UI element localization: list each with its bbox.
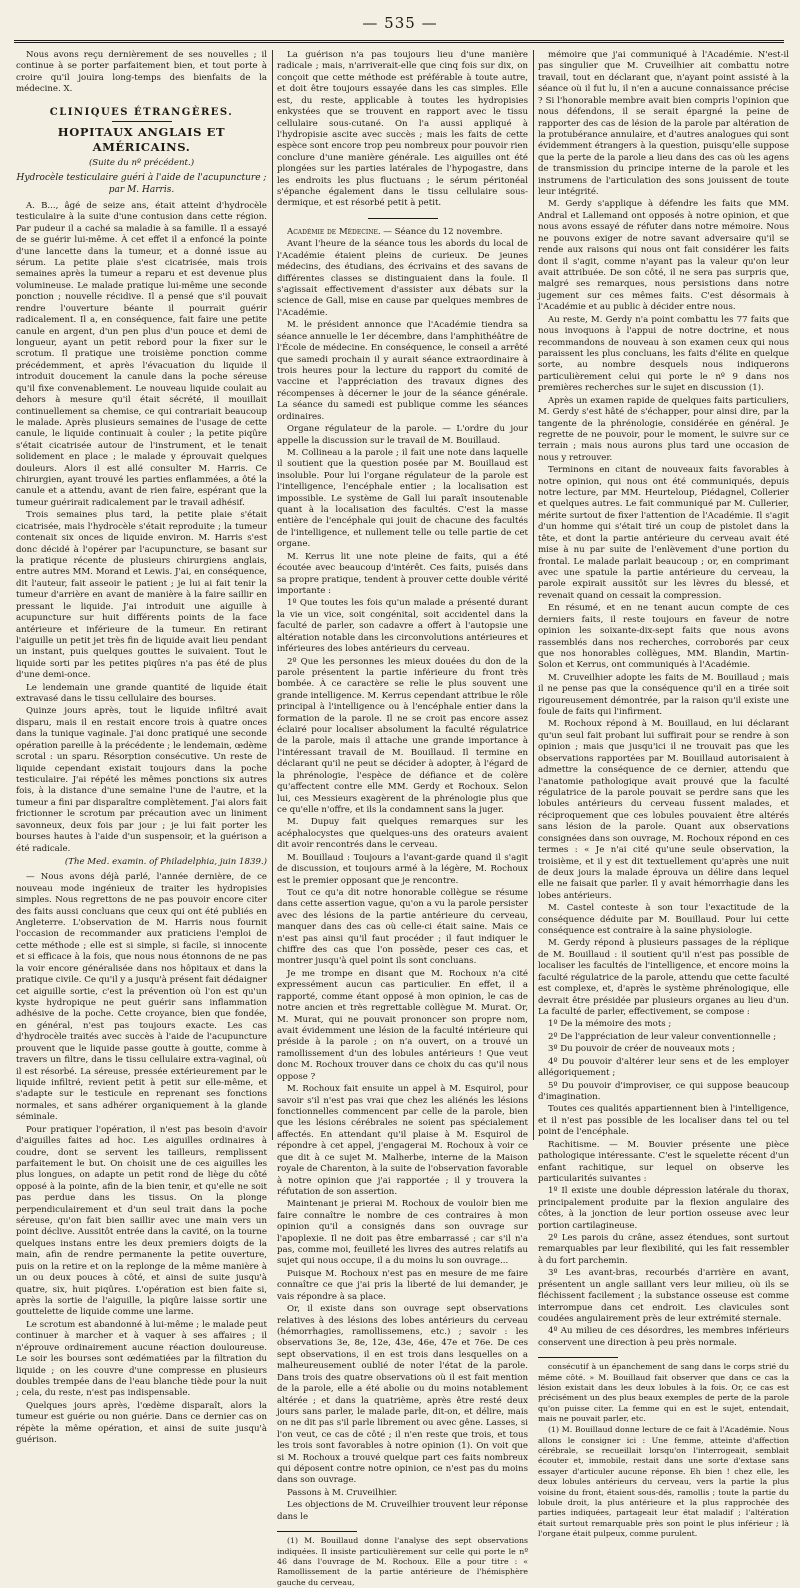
paragraph: 4º Au milieu de ces désordres, les membres inférieurs conservent une direction à peu près normale. <box>538 1326 789 1348</box>
paragraph: Quelques jours après, l'œdème disparaît, alors la tumeur est guérie ou non guérie. Dans ce dernier cas on répète la même opération, et ainsi de suite jusqu'à guérison. <box>16 1400 267 1446</box>
paragraph: 1º Il existe une double dépression latérale du thorax, principalement produite par la flexion angulaire des côtes, à la jonction de leur portion osseuse avec leur portion cartilagineuse. <box>538 1186 789 1231</box>
academy-heading <box>277 227 528 238</box>
paragraph: M. Bouillaud : Toujours a l'avant-garde quand il s'agit de discussion, et toujours armé à la légère, M. Rochoux est le premier opposant que je rencontre. <box>277 852 528 886</box>
article-title: Hydrocèle testiculaire guéri à l'aide de l'acupuncture ; par M. Harris. <box>16 172 267 195</box>
paragraph: M. Castel conteste à son tour l'exactitude de la conséquence déduite par M. Bouillaud. Pour lui cette conséquence est contraire à la saine physiologie. <box>538 903 789 937</box>
paragraph: Les objections de M. Cruveilhier trouvent leur réponse dans le <box>277 1500 528 1522</box>
citation: (The Med. examin. of Philadelphia, juin 1839.) <box>64 856 267 867</box>
footnote: consécutif à un épanchement de sang dans le corps strié du même côté. » M. Bouillaud fait observer que dans ce cas la lésion existait dans les deux lobules à la fois. Or, ce cas est précisément un des plus beaux exemples de perte de la parole qu'on puisse citer. La femme qui en est le sujet, entendait, mais ne pouvait parler, etc. <box>538 1362 789 1424</box>
paragraph: 2º Que les personnes les mieux douées du don de la parole présentent la partie inférieure du front très bombée. À ce caractère se relie le plus souvent une grande intelligence. M. Kerrus cependant attribue le rôle principal à l'intelligence ou à l'encéphale entier dans la formation de la parole. Il ne se croit pas encore assez éclairé pour localiser absolument la faculté régulatrice de la parole, mais il attache une grande importance à l'intéressant travail de M. Bouillaud. Il termine en déclarant qu'il ne peut se décider à adopter, à l'égard de la phrénologie, l'espèce de défiance et de colère qu'affectent contre elle MM. Gerdy et Rochoux. Selon lui, ces Messieurs exagèrent de la phrénologie plus que ce qu'elle n'offre, et ils la condamnent sans la juger. <box>277 656 528 815</box>
paragraph: mémoire que j'ai communiqué à l'Académie. N'est-il pas singulier que M. Cruveilhier ait combattu notre travail, tout en déclarant que, n'ayant point assisté à la séance où il fut lu, il n'en a aucune connaissance précise ? Si l'honorable membre avait bien compris l'opinion que nous défendons, il se serait épargné la peine de rapporter des cas de lésion de la parole par altération de la protubérance annulaire, et d'autres analogues qui sont évidemment étrangers à la question, puisqu'elle suppose que la perte de la parole a lieu dans des cas où les agens de transmission du principe interne de la parole et les instrumens de l'articulation des sons jouissent de toute leur intégrité. <box>538 50 790 198</box>
column-3 <box>538 50 790 1538</box>
paragraph: Toutes ces qualités appartiennent bien à l'intelligence, et il n'est pas possible de les localiser dans tel ou tel point de l'encéphale. <box>538 1104 789 1138</box>
paragraph: M. Collineau a la parole ; il fait une note dans laquelle il soutient que la question posée par M. Bouillaud est insoluble. Pour lui l'organe régulateur de la parole est l'intelligence, l'encéphale entier ; la localisation est impossible. Le système de Gall lui paraît insoutenable quant à la localisation des facultés. C'est la masse entière de l'encéphale qui jouit de chacune des facultés de l'intelligence, et nullement telle ou telle partie de cet organe. <box>277 447 528 550</box>
paragraph: 2º Les parois du crâne, assez étendues, sont surtout remarquables par leur flexibilité, qui les fait ressembler à du fort parchemin. <box>538 1233 789 1266</box>
paragraph: Or, il existe dans son ouvrage sept observations relatives à des lésions des lobes antérieurs du cerveau (hémorrhagies, ramollissemens, etc.) ; savoir : les observations 3e, 8e, 12e, 43e, 46e, 47e et 76e. De ces sept observations, il en est trois dans lesquelles on a malheureusement oublié de noter l'état de la parole. Dans trois des quatre observations où il est fait mention de la parole, elle a été abolie ou du moins notablement altérée ; et dans la quatrième, après être resté deux jours sans parler, le malade parle, dit-on, et délire, mais on ne dit pas s'il parle librement ou avec gêne. Lasses, si l'on veut, ce cas de côté ; il n'en reste que trois, et tous les trois sont favorables à notre opinion (1). On voit que si M. Rochoux a trouvé quelque part ces faits nombreux qui déposent contre notre opinion, ce n'est pas du moins dans son ouvrage. <box>277 1304 528 1486</box>
academy-name: Académie de Médecine. <box>287 226 381 237</box>
paragraph: A. B..., âgé de seize ans, était atteint d'hydrocèle testiculaire à la suite d'une contusion dans cette région. Par pudeur il a caché sa maladie à sa famille. Il a essayé de se guérir lui-même. À cet effet il a enfoncé la pointe d'une lancette dans la tumeur, et a donné issue au sérum. La petite plaie s'est cicatrisée, mais trois semaines après la tumeur a reparu et est devenue plus volumineuse. Le malade pratique lui-même une seconde ponction ; nouvelle récidive. Il a pensé que s'il pouvait rendre l'ouverture béante il pourrait guérir radicalement. Il a, en conséquence, fait faire une petite canule en argent, d'un pen plus d'un pouce et demi de longueur, ayant un petit rebord pour la fixer sur le scrotum. Il pratique une troisième ponction comme précédemment, et après l'évacuation du liquide il introduit doucement la canule dans la poche séreuse qu'il fixe convenablement. Le nouveau liquide coulait au dehors à mesure qu'il était sécrété, il mouillait continuellement sa chemise, ce qui contrariait beaucoup le malade. Après plusieurs semaines de l'usage de cette canule, le liquide continuait à couler ; la petite piqûre s'était cicatrisée autour de l'instrument, et le tenait solidement en place ; le malade y éprouvait quelques douleurs. Alors il est allé consulter M. Harris. Ce chirurgien, ayant trouvé les parties enflammées, a ôté la canule et a attendu, avant de rien faire, espérant que la tumeur guérirait radicalement par le travail adhésif. <box>16 200 267 508</box>
list-item: 5º Du pouvoir d'improviser, ce qui suppose beaucoup d'imagination. <box>538 1080 789 1102</box>
paragraph: M. Rochoux répond à M. Bouillaud, en lui déclarant qu'un seul fait probant lui suffirait pour se rendre à son opinion ; mais que jusqu'ici il ne trouvait pas que les observations rapportées par M. Bouillaud autorisaient à admettre la conséquence de ce dernier, attendu que l'anatomie pathologique avait prouvé que la faculté régulatrice de la parole pouvait se perdre sans que les lobules antérieurs du cerveau fussent malades, et réciproquement que ces lobules pouvaient être altérés sans lésion de la parole. Quant aux observations consignées dans son ouvrage, M. Rochoux répond en ces termes : « Je n'ai cité qu'une seule observation, la troisième, et il y est dit textuellement qu'après une nuit de deux jours la malade éprouva un délire dans lequel elle ne faisait que parler. Il y avait hémorrhagie dans les lobes antérieurs. <box>538 719 789 901</box>
list-item: 4º Du pouvoir d'altérer leur sens et de les employer allégoriquement ; <box>538 1056 789 1079</box>
paragraph: M. Gerdy répond à plusieurs passages de la réplique de M. Bouillaud : il soutient qu'il n'est pas possible de localiser les facultés de l'intelligence, et encore moins la faculté régulatrice de la parole, attendu que cette faculté est complexe, et, d'après le système phrénologique, elle devrait être présidée par plusieurs organes au lieu d'un. La faculté de parler, effectivement, se compose : <box>538 938 789 1018</box>
paragraph: M. Kerrus lit une note pleine de faits, qui a été écoutée avec beaucoup d'intérêt. Ces faits, puisés dans sa propre pratique, tendent à prouver cette double vérité importante : <box>277 551 528 596</box>
paragraph: Le lendemain une grande quantité de liquide était extravasé dans le tissu cellulaire des bourses. <box>16 682 267 705</box>
paragraph: M. Gerdy s'applique à défendre les faits que MM. Andral et Lallemand ont opposés à notre opinion, et que nous avons essayé de réfuter dans notre mémoire. Nous ne pouvons exiger de notre savant adversaire qu'il se rende aux raisons qui nous ont fait considérer les faits dont il s'agit, comme n'ayant pas la valeur qu'on leur avait attribuée. De son côté, il ne sera pas surpris que, malgré ses remarques, nous persistions dans notre jugement sur ces mêmes faits. C'est désormais à l'Académie et au public à décider entre nous. <box>538 199 789 313</box>
list-item: 3º Du pouvoir de créer de nouveaux mots ; <box>548 1044 736 1055</box>
paragraph: Avant l'heure de la séance tous les abords du local de l'Académie étaient pleins de curieux. De jeunes médecins, des étudians, des écrivains et des savans de différentes classes se distinguaient dans la foule. Il s'agissait effectivement d'assister aux débats sur la science de Gall, mise en cause par quelques membres de l'Académie. <box>277 239 528 318</box>
paragraph: Le scrotum est abandonné à lui-même ; le malade peut continuer à marcher et à vaquer à ses affaires ; il n'éprouve ordinairement aucune réaction douloureuse. Le soir les bourses sont œdématiées par la filtration du liquide ; on les couvre d'une compresse en plusieurs doubles trempée dans de l'eau blanche tiède pour la nuit ; cela, du reste, n'est pas indispensable. <box>16 1319 267 1399</box>
footnote-rule <box>538 1357 618 1358</box>
column-divider <box>533 50 534 1140</box>
paragraph: Trois semaines plus tard, la petite plaie s'était cicatrisée, mais l'hydrocèle s'était reproduite ; la tumeur contenait six onces de liquide environ. M. Harris s'est donc décidé à l'opérer par l'acupuncture, se basant sur la pratique récente de plusieurs chirurgiens anglais, entre autres MM. Morand et Lewis. J'ai, en conséquence, dit l'auteur, fait asseoir le patient ; je lui ai fait tenir la tumeur d'arrière en avant de manière à la faire saillir en pressant le liquide. J'ai introduit une aiguille à acupuncture sur huit différents points de la face antérieure et inférieure de la tumeur. En retirant l'aiguille un petit jet très fin de liquide avait lieu pendant un instant, puis quelques gouttes le suivaient. Tout le liquide sorti par les petites piqûres n'a pas été de plus d'une demi-once. <box>16 510 267 681</box>
paragraph: M. Dupuy fait quelques remarques sur les acéphalocystes que quelques-uns des orateurs avaient dit avoir rencontrés dans le cerveau. <box>277 817 528 851</box>
list-item: 2º De l'appréciation de leur valeur conventionnelle ; <box>548 1031 777 1042</box>
footnote: (1) M. Bouillaud donne l'analyse des sept observations indiquées. Il insiste particulièrement sur celle qui porte le nº 46 dans l'ouvrage de M. Rochoux. Elle a pour titre : « Ramollissement de la partie antérieure de l'hémisphère gauche du cerveau, <box>277 1536 528 1587</box>
list-item: 1º De la mémoire des mots ; <box>548 1019 672 1030</box>
paragraph: Tout ce qu'a dit notre honorable collègue se résume dans cette assertion vague, qu'on a vu la parole persister avec des lésions de la partie antérieure du cerveau, manquer dans des cas où celle-ci était saine. Mais ce n'est pas ainsi qu'il faut procéder ; il faut indiquer le chiffre des cas que l'on possède, peser ces cas, et montrer jusqu'à quel point ils sont concluans. <box>277 887 528 967</box>
paragraph: Au reste, M. Gerdy n'a point combattu les 77 faits que nous invoquons à l'appui de notre doctrine, et nous recommandons de nouveau à son examen ceux qui nous paraissent les plus concluans, les faits d'élite en quelque sorte, au nombre desquels nous indiquerons particulièrement celui qui porte le nº 9 dans nos premières recherches sur le sujet en discussion (1). <box>538 314 789 394</box>
paragraph: Rachitisme. — M. Bouvier présente une pièce pathologique intéressante. C'est le squelette récent d'un enfant rachitique, sur lequel on observe les particularités suivantes : <box>538 1139 789 1184</box>
header-rule <box>14 40 784 43</box>
paragraph: 3º Les avant-bras, recourbés d'arrière en avant, présentent un angle saillant vers leur milieu, où ils se fléchissent facilement ; la substance osseuse est comme interrompue dans cet endroit. Les clavicules sont coudées angulairement près de leur extrémité sternale. <box>538 1268 789 1324</box>
paragraph: Maintenant je prierai M. Rochoux de vouloir bien me faire connaître le nombre de ces contraires à mon opinion qu'il a consignés dans son ouvrage sur l'apoplexie. Il ne doit pas être embarrassé ; car s'il n'a pas, comme moi, feuilleté les livres des autres relatifs au sujet qui nous occupe, il a du moins lu son ouvrage... <box>277 1199 528 1267</box>
column-2 <box>277 50 528 1587</box>
paragraph: 1º Que toutes les fois qu'un malade a présenté durant la vie un vice, soit congénital, soit accidentel dans la faculté de parler, son cadavre a offert à l'autopsie une altération notable dans les circonvolutions antérieures et inférieures des lobes antérieurs du cerveau. <box>277 598 528 655</box>
footnote-rule <box>277 1531 357 1532</box>
paragraph: M. Rochoux fait ensuite un appel à M. Esquirol, pour savoir s'il n'est pas vrai que chez les aliénés les lésions fonctionnelles commencent par celle de la parole, bien que les lésions cérébrales ne soient pas spécialement affectés. En attendant qu'il plaise à M. Esquirol de répondre à cet appel, j'engagerai M. Rochoux à voir ce que dit à ce sujet M. Malherbe, interne de la Maison royale de Charenton, à la suite de l'observation favorable à notre opinion que j'ai rapportée ; il y trouvera la réfutation de son assertion. <box>277 1084 528 1197</box>
paragraph: Pour pratiquer l'opération, il n'est pas besoin d'avoir d'aiguilles faites ad hoc. Les aiguilles ordinaires à coudre, dont se servent les tailleurs, remplissent parfaitement le but. On choisit une de ces aiguilles les plus longues, on adapte un petit rond de liège du côté opposé à la pointe, afin de la bien tenir, et qu'elle ne soit pas perdue dans les tissus. On la plonge perpendiculairement et d'un seul trait dans la poche séreuse, qu'on fait bien saillir avec une main vers un point déclive. Aussitôt entrée dans la cavité, on la tourne quelques instans entre les deux premiers doigts de la main, afin de rendre permanente la petite ouverture, puis on la retire et on la replonge de la même manière à un ou deux pouces à côté, et ainsi de suite jusqu'à quatre, six, huit piqûres. L'opération est bien faite si, après la sortie de l'aiguille, la piqûre laisse sortir une gouttelette de liquide comme une larme. <box>16 1124 267 1318</box>
column-divider <box>272 50 273 1140</box>
section-title: HOPITAUX ANGLAIS ET AMÉRICAINS. <box>57 124 226 155</box>
paragraph: M. le président annonce que l'Académie tiendra sa séance annuelle le 1er décembre, dans l'amphithéâtre de l'École de médecine. En conséquence, le conseil a arrêté que samedi prochain il y aurait séance extraordinaire à trois heures pour la lecture du rapport du comité de vaccine et l'appréciation des travaux dignes des récompenses à décerner le jour de la séance générale. La séance du samedi est publique comme les séances ordinaires. <box>277 320 528 422</box>
paragraph: M. Cruveilhier adopte les faits de M. Bouillaud ; mais il ne pense pas que la conséquence qu'il en a tirée soit rigoureusement démontrée, par la raison qu'il existe une foule de faits qui l'infirment. <box>538 672 789 718</box>
paragraph: Organe régulateur de la parole. — L'ordre du jour appelle la discussion sur le travail de M. Bouillaud. <box>277 424 528 446</box>
section-subtitle: (Suite du nº précédent.) <box>88 157 195 168</box>
meeting-date: — Séance du 12 novembre. <box>383 226 503 237</box>
page-number: — 535 — <box>362 14 438 32</box>
paragraph: La guérison n'a pas toujours lieu d'une manière radicale ; mais, n'arriverait-elle que cinq fois sur dix, on conçoit que cette méthode est préférable à toute autre, et doit être toujours essayée dans les cas simples. Elle est, du reste, applicable à toutes les hydropisies enkystées que se trouvent en rapport avec le tissu cellulaire sous-cutané. On l'a aussi appliqué à l'hydropisie ascite avec succès ; mais les faits de cette espèce sont encore trop peu nombreux pour pouvoir rien conclure d'une manière générale. Les aiguilles ont été plongées sur les parties latérales de l'hypogastre, dans les endroits les plus fluctuans ; le sérum péritonéal s'épanche également dans le tissu cellulaire sous-dermique, et est résorbé petit à petit. <box>277 50 528 209</box>
paragraph: Passons à M. Cruveilhier. <box>287 1487 398 1498</box>
intro-paragraph: Nous avons reçu dernièrement de ses nouvelles ; il continue à se porter parfaitement bien, et tout porte à croire qu'il jouira long-temps des bienfaits de la médecine. X. <box>16 50 267 95</box>
divider <box>368 218 438 219</box>
paragraph: En résumé, et en ne tenant aucun compte de ces derniers faits, il reste toujours en faveur de notre opinion les soixante-dix-sept faits que nous avons rassemblés dans nos recherches, corroborés par ceux que nos honorables collègues, MM. Blandin, Martin-Solon et Kerrus, ont communiqués à l'Académie. <box>538 603 789 671</box>
footnote: (1) M. Bouillaud donne lecture de ce fait à l'Académie. Nous allons le consigner ici : Une femme, atteinte d'affection cérébrale, se recueillait lorsqu'on l'interrogeait, semblait écouter et, immobile, restait dans une sorte d'extase sans essayer d'articuler aucune réponse. Eh bien ! chez elle, les deux lobules antérieurs du cerveau, vers la partie la plus voisine du front, étaient sous-dés, ramollis ; toute la partie du lobule droit, la plus antérieure et la plus rapprochée des parties indiquées, partageait leur état maladif ; l'altération était surtout remarquable près son point le plus inférieur ; là l'organe était pulpeux, comme purulent. <box>538 1425 789 1538</box>
paragraph: Je me trompe en disant que M. Rochoux n'a cité expressément aucun cas particulier. En effet, il a rapporté, comme étant opposé à mon opinion, le cas de notre ancien et très regrettable collègue M. Murat. Or, M. Murat, qui ne pouvait prononcer son propre nom, avait évidemment une lésion de la faculté intérieure qui préside à la parole ; on n'a ouvert, on a trouvé un ramollissement d'un des lobules antérieurs ! Que veut donc M. Rochoux trouver dans ce choix du cas qu'il nous oppose ? <box>277 968 528 1082</box>
paragraph: — Nous avons déjà parlé, l'année dernière, de ce nouveau mode ingénieux de traiter les hydropisies simples. Nous regrettons de ne pas pouvoir encore citer des faits aussi concluans que ceux qui ont été publiés en Angleterre. L'observation de M. Harris nous fournit l'occasion de recommander aux praticiens l'emploi de cette méthode ; elle est si simple, si facile, si innocente et si efficace à la fois, que nous nous étonnons de ne pas la voir encore généralisée dans nos hôpitaux et dans la pratique civile. Ce qu'il y a jusqu'à présent fait dédaigner cet aiguille sortie, c'est la prévention où l'on est qu'un kyste hydropique ne peut guérir sans inflammation adhésive de la poche. Cette croyance, bien que fondée, en général, n'est pas toujours exacte. Les cas d'hydrocèle traités avec succès à l'aide de l'acupuncture prouvent que le liquide passe goutte à goutte, comme à travers un filtre, dans le tissu cellulaire extra-vaginal, où il est résorbé. La séreuse, pressée extérieurement par le liquide infiltré, revient petit à petit sur elle-même, et s'adapte sur le testicule en reprenant ses fonctions normales, et sans adhérer organiquement à la glande séminale. <box>16 872 267 1123</box>
paragraph: Terminons en citant de nouveaux faits favorables à notre opinion, qui nous ont été communiqués, depuis notre lecture, par MM. Heurteloup, Piédagnel, Collerier et quelques autres. Le fait communiqué par M. Cullerier, mérite surtout de fixer l'attention de l'Académie. Il s'agit d'un homme qui s'était tiré un coup de pistolet dans la tête, et dont la partie antérieure du cerveau avait été mise à nu par suite de l'enlèvement d'une portion du frontal. Le malade parlait beaucoup ; or, en comprimant avec une spatule la partie antérieure du cerveau, la parole expirait aussitôt sur les lèvres du blessé, et revenait quand on cessait la compression. <box>538 465 789 601</box>
paragraph: Après un examen rapide de quelques faits particuliers, M. Gerdy s'est hâté de s'échapper, pour ainsi dire, par la tangente de la phrénologie, considérée en général. Je regrette de ne pouvoir, pour le moment, le suivre sur ce terrain ; mais nous aurons plus tard une occasion de nous y retrouver. <box>538 395 789 463</box>
section-header: CLINIQUES ÉTRANGÈRES. <box>16 106 267 122</box>
paragraph: Quinze jours après, tout le liquide infiltré avait disparu, mais il en restait encore trois à quatre onces dans la tunique vaginale. J'ai donc pratiqué une seconde opération pareille à la précédente ; le lendemain, œdème scrotal : un sparu. Résorption consécutive. Un reste de liquide cependant existait toujours dans la poche testiculaire. J'ai répété les mêmes ponctions six autres fois, à la distance d'une semaine l'une de l'autre, et la tumeur a fini par disparaître complètement. J'ai alors fait frictionner le scrotum par précaution avec un liniment savonneux, deux fois par jour ; je lui fait porter les bourses hautes à l'aide d'un suspensoir, et la guérison a été radicale. <box>16 706 267 854</box>
column-1 <box>16 50 267 1446</box>
paragraph: Puisque M. Rochoux n'est pas en mesure de me faire connaître ce que j'ai pris la liberté de lui demander, je vais répondre à sa place. <box>277 1268 528 1302</box>
